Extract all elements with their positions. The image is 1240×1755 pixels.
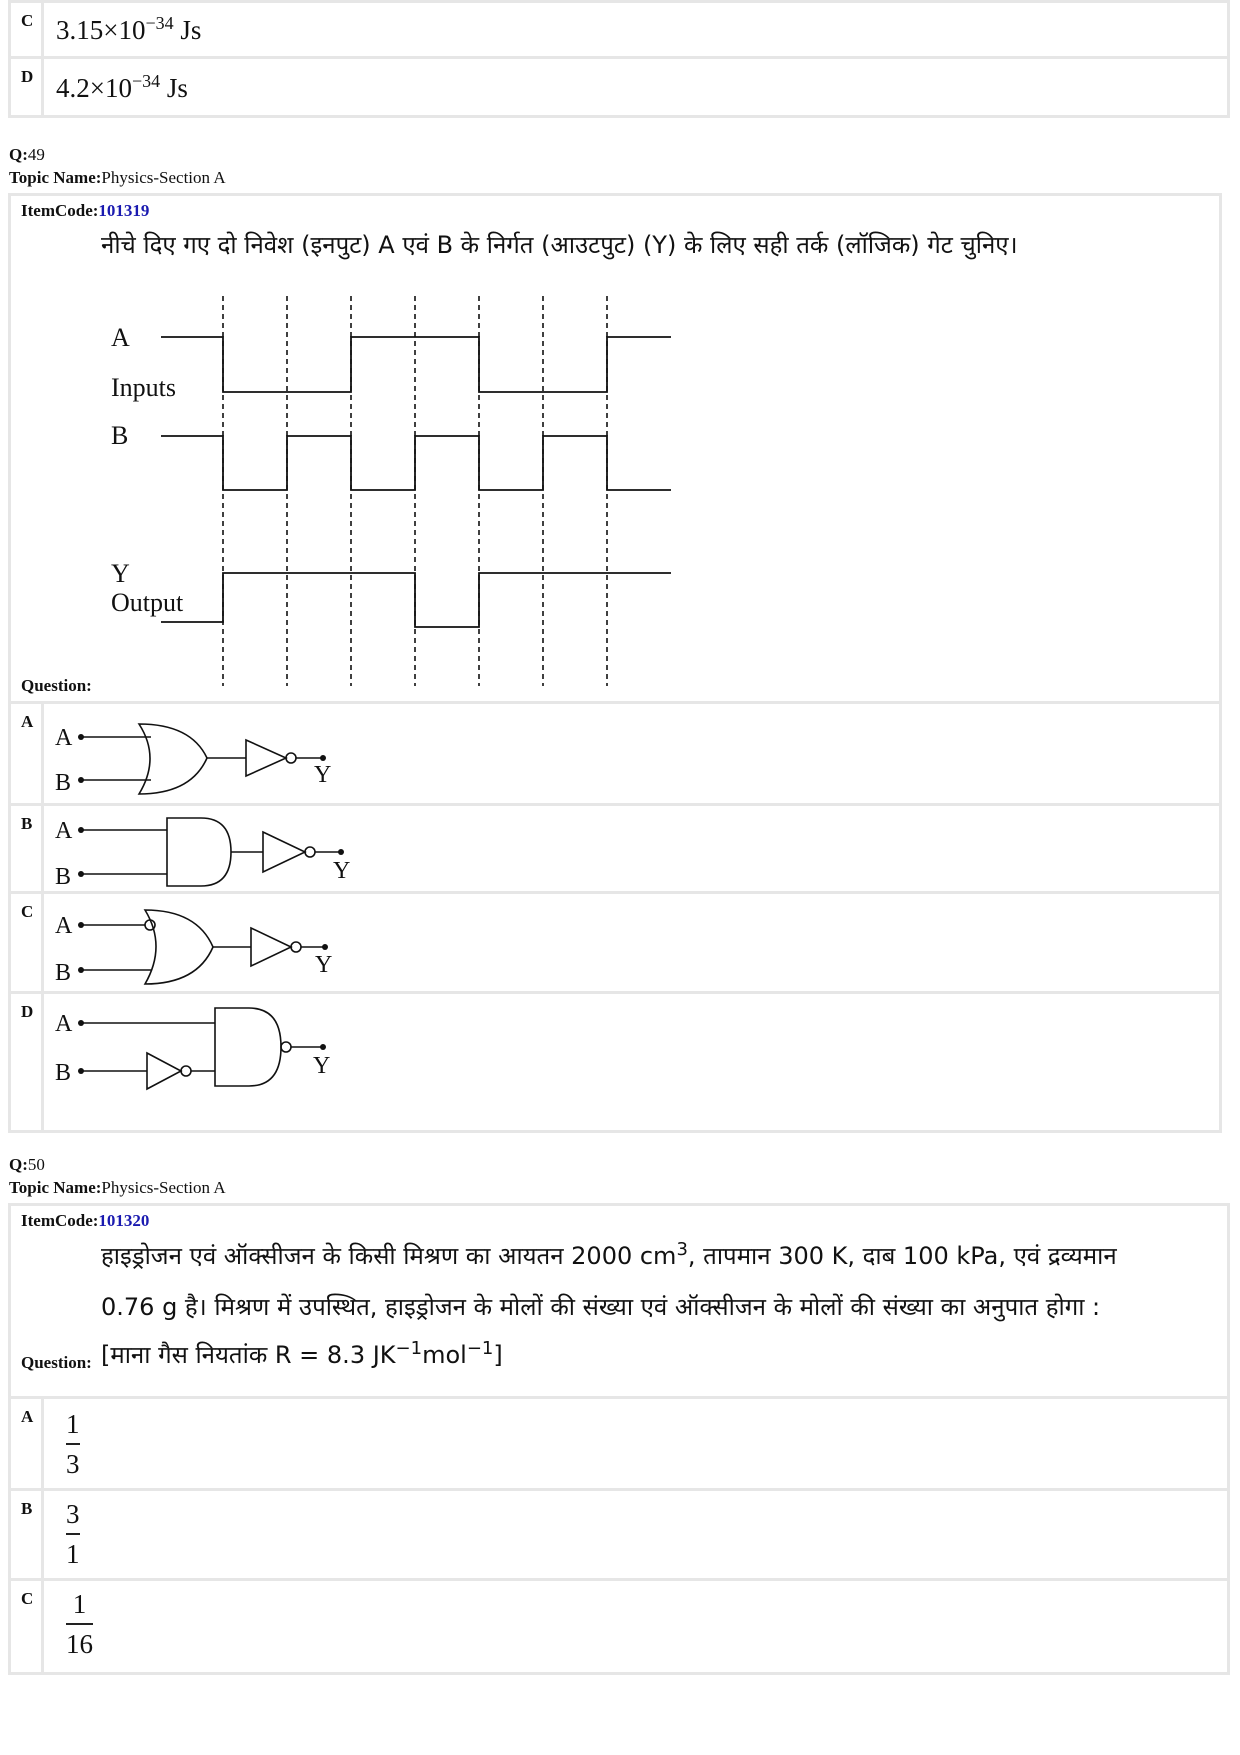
or-gate — [145, 910, 213, 984]
topic-name: Topic Name:Physics-Section A — [9, 1178, 226, 1197]
output-y-label: Y — [333, 858, 351, 884]
fraction — [66, 1497, 80, 1571]
input-a-label: A — [55, 913, 73, 939]
denominator: 1 — [66, 1539, 80, 1569]
signal-y — [161, 573, 671, 627]
label-a: A — [111, 323, 130, 352]
and-gate — [167, 818, 231, 886]
question-label: Question: — [21, 1353, 92, 1372]
signal-b — [161, 436, 671, 490]
question-text-line-2: 0.76 g है। मिश्रण में उपस्थित, हाइड्रोजन के मोलों की संख्या एवं ऑक्सीजन के मोलों की संख्या का अनुपात होगा : — [101, 1293, 1101, 1321]
gate-diagram-or-inverted — [51, 900, 371, 990]
question-text-line-1: हाइड्रोजन एवं ऑक्सीजन के किसी मिश्रण का आयतन 2000 $cm^3$, तापमान 300 K, दाब 100 kPa, एवं द्रव्यमान — [101, 1239, 1117, 1270]
not-gate — [246, 740, 286, 776]
gate-diagram-nor — [51, 712, 371, 802]
fraction-bar — [66, 1443, 80, 1445]
input-a-label: A — [55, 725, 73, 751]
input-a-label: A — [55, 818, 73, 844]
option-row-c[interactable] — [11, 3, 1227, 59]
item-code: ItemCode:101320 — [21, 1211, 150, 1230]
option-letter: C — [21, 11, 34, 30]
output-y-label: Y — [313, 1053, 331, 1079]
prev-options-table — [8, 0, 1230, 118]
option-row-b[interactable] — [11, 806, 1219, 894]
numerator: 1 — [72, 1589, 87, 1619]
input-a-label: A — [55, 1011, 73, 1037]
q49-container — [8, 193, 1222, 1133]
topic-name: Topic Name:Physics-Section A — [9, 168, 226, 187]
q50-options — [11, 1396, 1227, 1675]
input-b-label: B — [55, 864, 72, 890]
fraction — [66, 1587, 93, 1661]
gate-diagram-nand — [51, 812, 371, 892]
option-letter: D — [21, 67, 34, 86]
item-code: ItemCode:101319 — [21, 201, 150, 220]
label-output: Output — [111, 588, 184, 617]
label-b: B — [111, 421, 129, 450]
option-letter: A — [21, 712, 34, 731]
question-number: Q:50 — [9, 1155, 45, 1174]
output-y-label: Y — [315, 952, 333, 978]
fraction — [66, 1407, 80, 1481]
signal-a — [161, 337, 671, 392]
label-inputs: Inputs — [111, 373, 176, 402]
numerator: 1 — [66, 1409, 80, 1439]
and-gate — [215, 1008, 281, 1086]
option-row-d[interactable] — [11, 59, 1227, 118]
input-b-label: B — [55, 770, 72, 796]
label-y: Y — [111, 559, 130, 588]
option-row-b[interactable] — [11, 1491, 1227, 1581]
question-text-line-3: [माना गैस नियतांक R = 8.3 $JK^{-1}mol^{-1}$] — [101, 1338, 503, 1369]
not-gate — [147, 1053, 181, 1089]
q50-container — [8, 1203, 1230, 1675]
option-letter: B — [21, 814, 33, 833]
option-letter: C — [21, 902, 34, 921]
q49-options — [11, 701, 1219, 1133]
option-letter: A — [21, 1407, 34, 1426]
option-letter: C — [21, 1589, 34, 1608]
fraction-bar — [66, 1533, 80, 1535]
timing-diagram — [101, 296, 681, 686]
option-value: $4.2\times 10^{-34}$ Js — [56, 71, 188, 103]
option-row-d[interactable] — [11, 994, 1219, 1098]
question-text: नीचे दिए गए दो निवेश (इनपुट) A एवं B के निर्गत (आउटपुट) (Y) के लिए सही तर्क (लॉजिक) गेट चुनिए। — [101, 231, 1018, 259]
option-row-c[interactable] — [11, 1581, 1227, 1671]
option-row-a[interactable] — [11, 1399, 1227, 1491]
not-gate — [263, 832, 305, 872]
denominator: 16 — [66, 1629, 93, 1659]
gate-diagram-nand-inverted — [51, 1000, 371, 1096]
or-gate — [139, 724, 207, 794]
option-value: $3.15\times 10^{-34}$ Js — [56, 13, 202, 45]
input-b-label: B — [55, 1060, 72, 1086]
fraction-bar — [66, 1623, 93, 1625]
question-label: Question: — [21, 676, 92, 695]
not-gate — [251, 928, 291, 966]
option-row-a[interactable] — [11, 704, 1219, 806]
question-number: Q:49 — [9, 145, 45, 164]
denominator: 3 — [66, 1449, 80, 1479]
option-row-c[interactable] — [11, 894, 1219, 994]
option-letter: B — [21, 1499, 33, 1518]
numerator: 3 — [66, 1499, 80, 1529]
output-y-label: Y — [314, 762, 332, 788]
input-b-label: B — [55, 960, 72, 986]
option-letter: D — [21, 1002, 34, 1021]
